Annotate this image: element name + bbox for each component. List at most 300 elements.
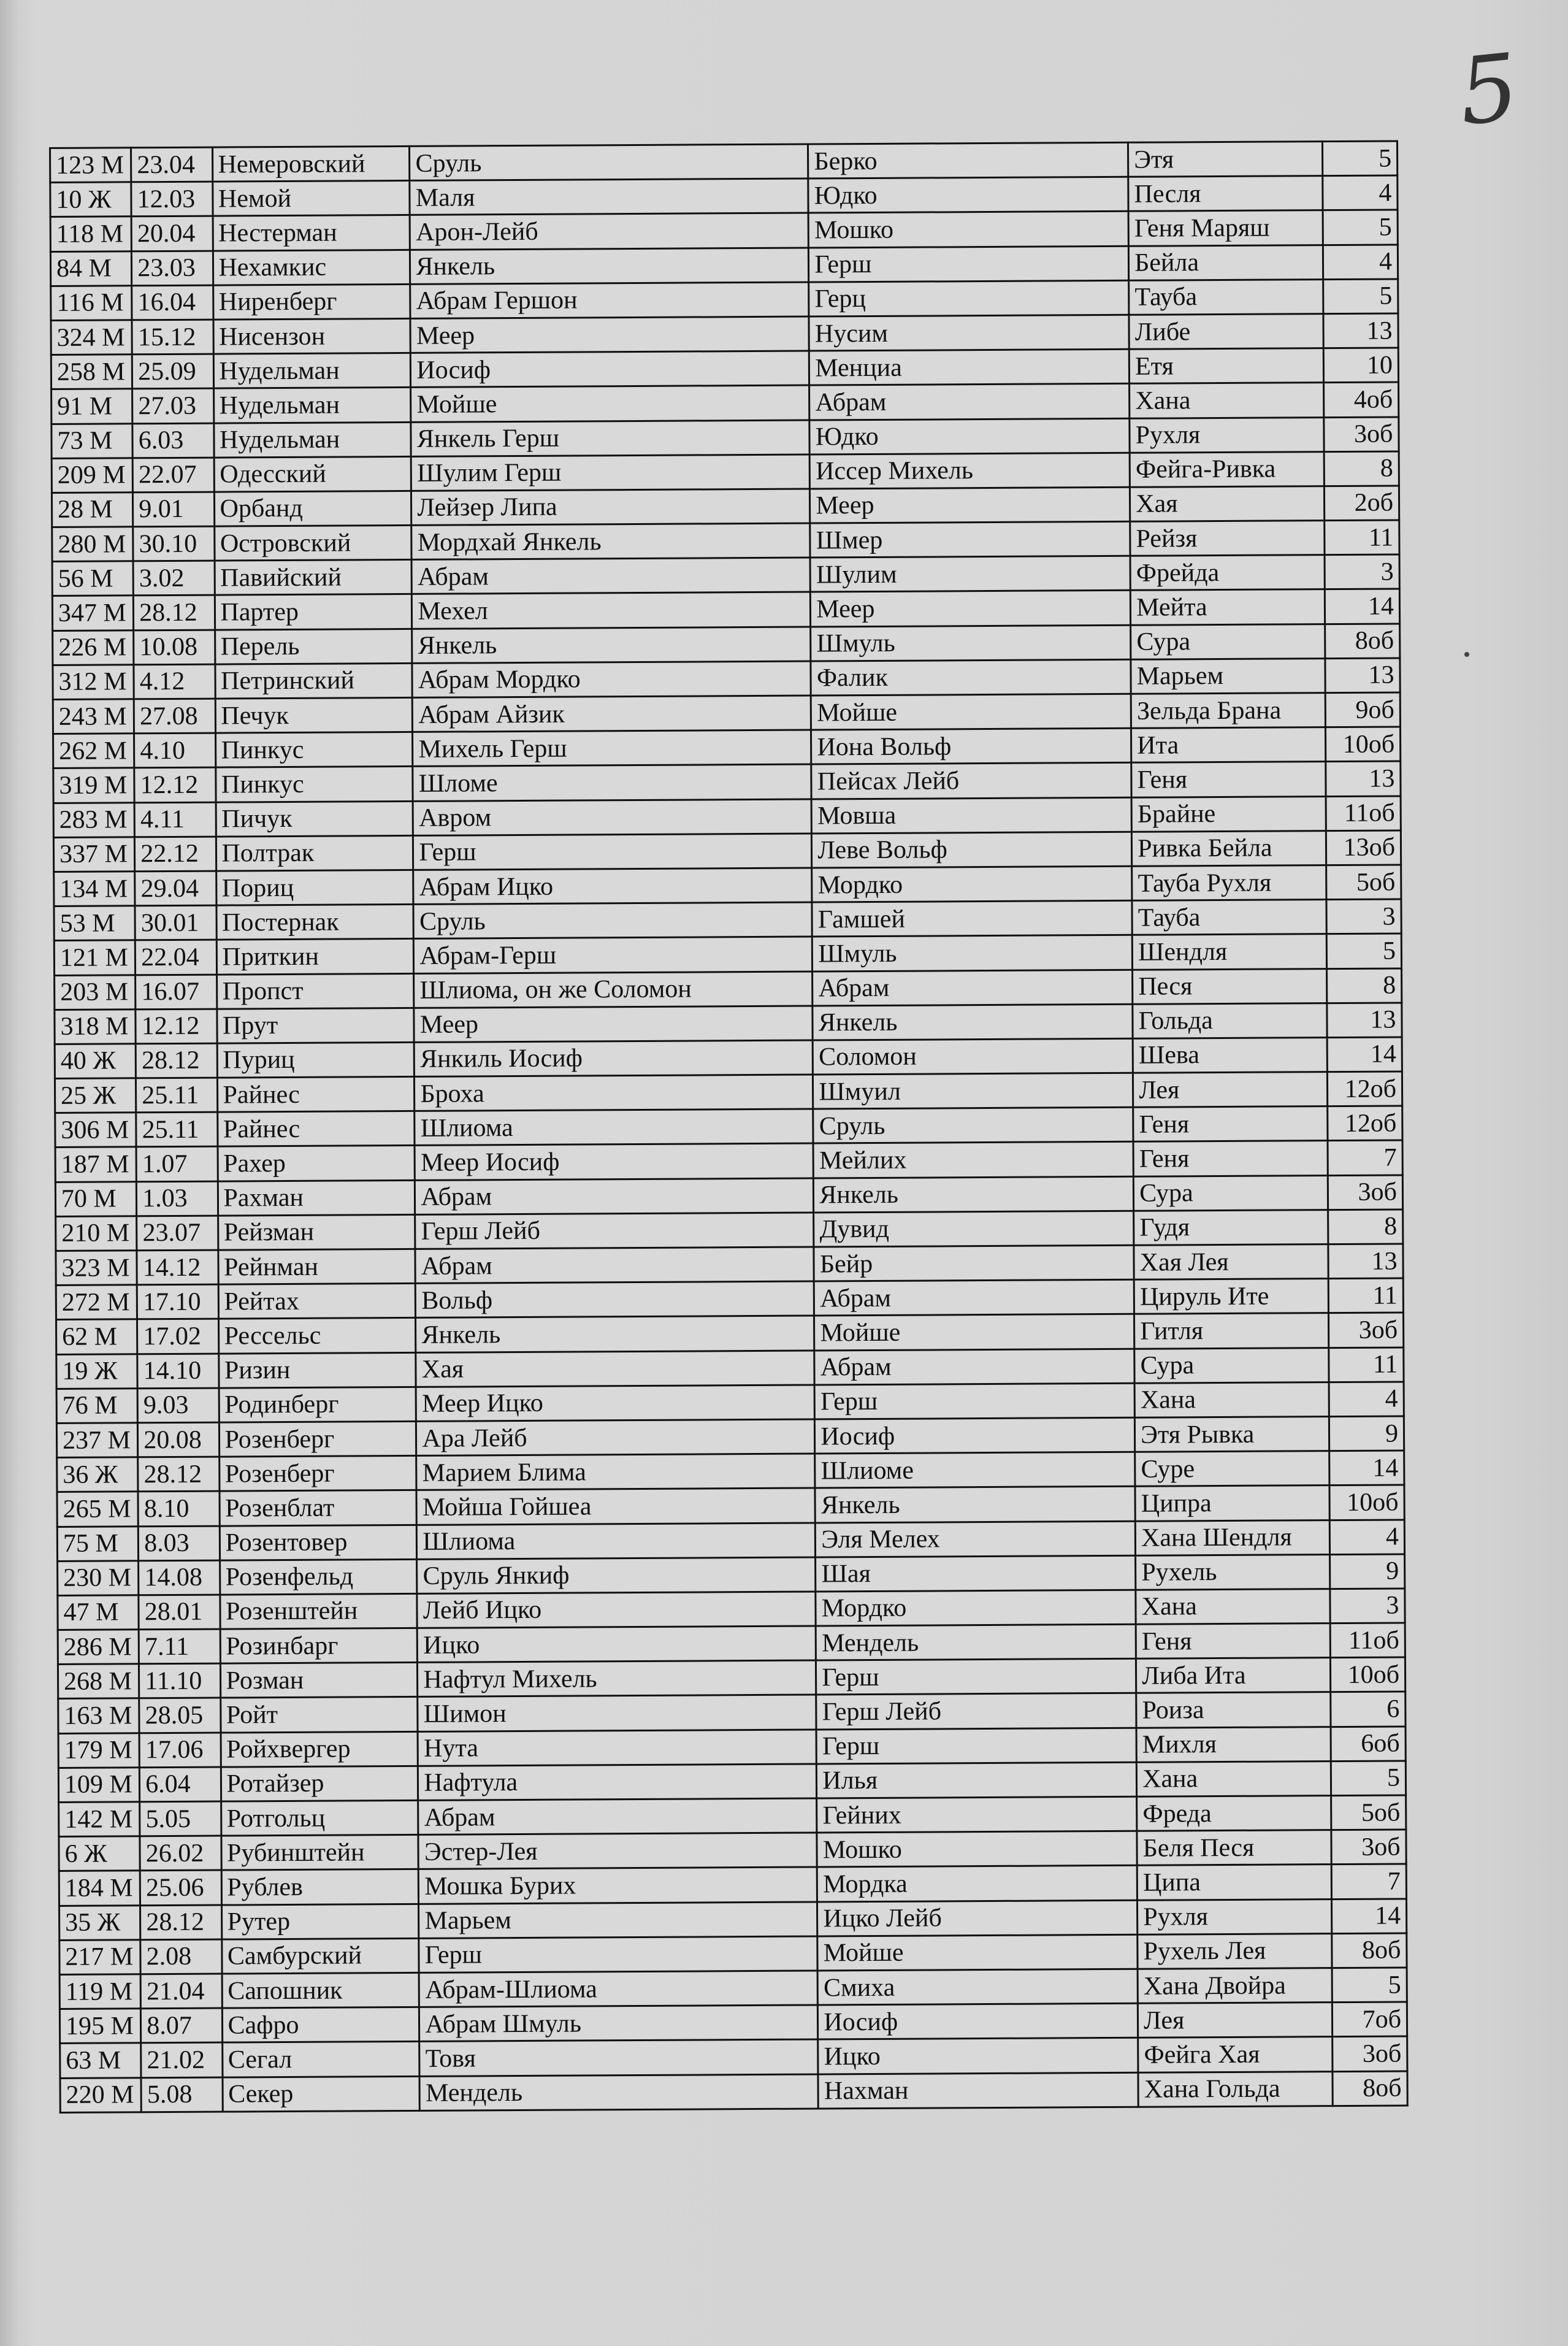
surname-cell: Приткин xyxy=(216,939,414,975)
surname-cell: Розенберг xyxy=(219,1421,416,1457)
folio-cell: 8 xyxy=(1324,451,1399,486)
surname-cell: Островский xyxy=(214,525,411,561)
folio-cell: 13об xyxy=(1326,830,1401,865)
folio-cell: 11об xyxy=(1326,796,1401,831)
surname-cell: Ротгольц xyxy=(221,1800,418,1836)
record-number-cell: 53 М xyxy=(54,906,136,941)
folio-cell: 5 xyxy=(1323,210,1398,245)
surname-cell: Нудельман xyxy=(213,422,411,458)
father-name-cell: Шулим xyxy=(810,556,1130,592)
record-number-cell: 337 М xyxy=(53,837,135,872)
given-name-cell: Абрам xyxy=(415,1247,814,1284)
surname-cell: Немой xyxy=(212,181,410,217)
record-number-cell: 142 М xyxy=(59,1802,140,1837)
date-cell: 23.03 xyxy=(132,251,213,286)
father-name-cell: Менциа xyxy=(809,349,1130,385)
father-name-cell: Шмер xyxy=(810,521,1130,558)
father-name-cell: Юдко xyxy=(808,177,1128,213)
given-name-cell: Меер Иосиф xyxy=(415,1143,813,1180)
record-number-cell: 73 М xyxy=(52,423,133,458)
mother-name-cell: Рухля xyxy=(1138,1899,1332,1934)
surname-cell: Пичук xyxy=(216,801,413,837)
father-name-cell: Мошко xyxy=(817,1831,1137,1867)
folio-cell: 4 xyxy=(1329,1382,1404,1417)
folio-cell: 11 xyxy=(1325,520,1399,555)
record-number-cell: 25 Ж xyxy=(55,1078,136,1113)
date-cell: 17.10 xyxy=(137,1284,218,1319)
father-name-cell: Мейлих xyxy=(813,1142,1133,1178)
father-name-cell: Илья xyxy=(817,1762,1137,1798)
folio-cell: 3об xyxy=(1331,1830,1406,1865)
mother-name-cell: Рухель Лея xyxy=(1138,1933,1332,1969)
date-cell: 28.12 xyxy=(134,596,215,631)
mother-name-cell: Песя xyxy=(1133,968,1327,1004)
date-cell: 25.06 xyxy=(140,1870,221,1905)
given-name-cell: Янкель xyxy=(412,627,811,664)
given-name-cell: Сруль xyxy=(410,144,808,181)
date-cell: 28.12 xyxy=(138,1457,220,1492)
surname-cell: Партер xyxy=(215,594,412,630)
surname-cell: Нехамкис xyxy=(213,250,410,285)
date-cell: 6.04 xyxy=(140,1767,221,1802)
given-name-cell: Абрам Айзик xyxy=(413,696,811,732)
father-name-cell: Нахман xyxy=(818,2072,1138,2109)
folio-cell: 4 xyxy=(1329,1519,1404,1554)
mother-name-cell: Рухель xyxy=(1136,1554,1330,1590)
father-name-cell: Нусим xyxy=(809,315,1129,351)
date-cell: 11.10 xyxy=(139,1663,221,1698)
mother-name-cell: Песля xyxy=(1128,176,1323,212)
record-number-cell: 47 М xyxy=(58,1595,139,1630)
given-name-cell: Арон-Лейб xyxy=(410,213,808,250)
folio-cell: 10об xyxy=(1330,1657,1405,1692)
given-name-cell: Янкель Герш xyxy=(411,420,809,457)
surname-cell: Печук xyxy=(215,697,413,733)
date-cell: 25.11 xyxy=(136,1078,218,1113)
given-name-cell: Броха xyxy=(415,1075,813,1111)
mother-name-cell: Хана xyxy=(1136,1589,1330,1624)
date-cell: 23.07 xyxy=(137,1216,218,1251)
folio-cell: 13 xyxy=(1326,761,1401,796)
date-cell: 22.12 xyxy=(135,837,216,872)
surname-cell: Родинберг xyxy=(219,1387,416,1422)
date-cell: 23.04 xyxy=(131,147,213,182)
surname-cell: Ниренберг xyxy=(213,284,410,320)
mother-name-cell: Бейла xyxy=(1129,245,1323,280)
date-cell: 4.12 xyxy=(134,664,215,699)
given-name-cell: Герш Лейб xyxy=(415,1213,814,1249)
father-name-cell: Гамшей xyxy=(812,900,1132,937)
record-number-cell: 70 М xyxy=(55,1181,137,1216)
mother-name-cell: Фейга Хая xyxy=(1138,2037,1333,2072)
folio-cell: 5об xyxy=(1326,865,1401,900)
date-cell: 16.04 xyxy=(132,285,213,320)
given-name-cell: Мойше xyxy=(411,385,809,422)
record-number-cell: 187 М xyxy=(55,1147,137,1182)
record-number-cell: 312 М xyxy=(53,665,134,700)
mother-name-cell: Либе xyxy=(1129,314,1323,350)
folio-cell: 6 xyxy=(1331,1692,1405,1727)
record-number-cell: 323 М xyxy=(56,1251,137,1286)
date-cell: 26.02 xyxy=(140,1836,221,1871)
date-cell: 27.03 xyxy=(132,388,214,423)
date-cell: 30.01 xyxy=(135,905,216,940)
given-name-cell: Мордхай Янкель xyxy=(411,523,810,560)
folio-cell: 8об xyxy=(1333,2071,1407,2106)
father-name-cell: Мовша xyxy=(811,797,1131,834)
mother-name-cell: Рухля xyxy=(1130,417,1324,453)
surname-cell: Рейзман xyxy=(218,1214,415,1250)
date-cell: 17.02 xyxy=(137,1319,219,1354)
folio-cell: 5 xyxy=(1332,1968,1407,2003)
date-cell: 14.12 xyxy=(137,1250,218,1285)
date-cell: 8.03 xyxy=(139,1526,220,1561)
mother-name-cell: Ита xyxy=(1131,727,1326,763)
date-cell: 28.01 xyxy=(139,1595,220,1630)
given-name-cell: Мехел xyxy=(412,592,811,629)
surname-cell: Райнес xyxy=(217,1076,415,1112)
folio-cell: 3об xyxy=(1324,416,1399,451)
mother-name-cell: Ципра xyxy=(1135,1485,1329,1521)
record-number-cell: 163 М xyxy=(58,1698,140,1733)
record-number-cell: 262 М xyxy=(53,734,135,769)
date-cell: 16.07 xyxy=(136,975,217,1010)
given-name-cell: Абрам-Герш xyxy=(414,937,813,973)
record-number-cell: 324 М xyxy=(51,320,132,355)
given-name-cell: Шлиома xyxy=(415,1109,813,1146)
record-number-cell: 306 М xyxy=(55,1113,137,1148)
father-name-cell: Меер xyxy=(811,591,1131,627)
given-name-cell: Абрам Гершон xyxy=(410,282,809,319)
given-name-cell: Янкель xyxy=(416,1316,814,1352)
date-cell: 9.03 xyxy=(137,1388,219,1423)
father-name-cell: Мендель xyxy=(816,1624,1136,1660)
given-name-cell: Нута xyxy=(418,1730,816,1766)
father-name-cell: Абрам xyxy=(814,1349,1134,1385)
given-name-cell: Меер xyxy=(410,316,809,353)
date-cell: 14.10 xyxy=(137,1354,219,1389)
father-name-cell: Мордка xyxy=(817,1866,1138,1902)
date-cell: 9.01 xyxy=(133,492,215,527)
given-name-cell: Герш xyxy=(413,834,812,870)
record-number-cell: 209 М xyxy=(52,458,133,493)
folio-cell: 4 xyxy=(1323,245,1398,280)
record-number-cell: 40 Ж xyxy=(55,1044,136,1079)
given-name-cell: Нафтула xyxy=(418,1764,817,1801)
folio-cell: 10об xyxy=(1325,727,1400,762)
father-name-cell: Мордко xyxy=(812,866,1132,902)
record-number-cell: 62 М xyxy=(56,1319,138,1354)
father-name-cell: Герш xyxy=(814,1383,1134,1419)
father-name-cell: Янкель xyxy=(813,1004,1133,1040)
father-name-cell: Ицко xyxy=(818,2038,1138,2074)
surname-cell: Павийский xyxy=(215,560,412,596)
record-number-cell: 179 М xyxy=(58,1733,140,1768)
mother-name-cell: Етя xyxy=(1129,348,1323,384)
date-cell: 21.04 xyxy=(140,1974,222,2009)
folio-cell: 8об xyxy=(1325,624,1400,659)
surname-cell: Пуриц xyxy=(217,1042,415,1078)
given-name-cell: Марьем xyxy=(419,1902,817,1939)
mother-name-cell: Гудя xyxy=(1134,1209,1328,1245)
father-name-cell: Герш xyxy=(809,246,1129,282)
folio-cell: 7об xyxy=(1332,2002,1407,2037)
given-name-cell: Шломе xyxy=(413,764,811,801)
folio-cell: 3 xyxy=(1330,1589,1405,1623)
mother-name-cell: Шендля xyxy=(1132,934,1326,970)
given-name-cell: Мойша Гойшеа xyxy=(416,1488,815,1525)
surname-cell: Немеровский xyxy=(212,146,410,182)
given-name-cell: Эстер-Лея xyxy=(418,1833,817,1869)
record-number-cell: 118 М xyxy=(50,217,132,251)
date-cell: 6.03 xyxy=(132,423,214,458)
date-cell: 25.09 xyxy=(132,354,214,389)
folio-cell: 4об xyxy=(1324,382,1399,417)
folio-cell: 5 xyxy=(1323,279,1398,314)
folio-cell: 9 xyxy=(1330,1554,1405,1589)
folio-cell: 12об xyxy=(1328,1106,1402,1141)
father-name-cell: Мойше xyxy=(811,694,1131,730)
mother-name-cell: Геня xyxy=(1136,1623,1330,1659)
father-name-cell: Бейр xyxy=(814,1245,1134,1281)
given-name-cell: Авром xyxy=(413,799,811,836)
date-cell: 28.05 xyxy=(139,1698,221,1733)
mother-name-cell: Гольда xyxy=(1133,1003,1327,1038)
given-name-cell: Лейзер Липа xyxy=(411,489,810,526)
mother-name-cell: Лея xyxy=(1133,1072,1328,1108)
record-number-cell: 217 М xyxy=(59,1940,141,1975)
mother-name-cell: Тауба xyxy=(1129,279,1323,315)
mother-name-cell: Хана Двойра xyxy=(1138,1968,1332,2004)
surname-cell: Розенблат xyxy=(219,1490,416,1526)
given-name-cell: Лейб Ицко xyxy=(417,1592,816,1628)
given-name-cell: Ара Лейб xyxy=(416,1419,815,1456)
father-name-cell: Шая xyxy=(816,1555,1136,1592)
mother-name-cell: Брайне xyxy=(1131,796,1326,832)
date-cell: 27.08 xyxy=(134,699,215,734)
record-number-cell: 35 Ж xyxy=(59,1905,141,1940)
surname-cell: Пинкус xyxy=(215,732,413,768)
surname-cell: Розман xyxy=(220,1663,418,1698)
mother-name-cell: Хана Гольда xyxy=(1138,2071,1333,2107)
mother-name-cell: Цируль Ите xyxy=(1134,1279,1328,1314)
surname-cell: Сапошник xyxy=(222,1972,419,2008)
father-name-cell: Шмуил xyxy=(813,1073,1133,1109)
given-name-cell: Меер Ицко xyxy=(416,1385,814,1422)
date-cell: 29.04 xyxy=(135,871,216,906)
mother-name-cell: Сура xyxy=(1131,624,1325,659)
mother-name-cell: Гитля xyxy=(1134,1313,1329,1349)
record-number-cell: 56 М xyxy=(52,561,134,596)
folio-cell: 14 xyxy=(1325,589,1399,624)
surname-cell: Нудельман xyxy=(213,388,411,423)
folio-cell: 13 xyxy=(1328,1244,1403,1279)
date-cell: 28.12 xyxy=(140,1905,222,1940)
given-name-cell: Абрам xyxy=(411,558,810,594)
record-number-cell: 119 М xyxy=(59,1974,141,2009)
record-number-cell: 76 М xyxy=(56,1389,138,1424)
surname-cell: Постернак xyxy=(216,905,413,940)
given-name-cell: Абрам Мордко xyxy=(412,661,811,698)
folio-cell: 14 xyxy=(1327,1037,1402,1072)
mother-name-cell: Геня Маряш xyxy=(1128,210,1323,246)
mother-name-cell: Зельда Брана xyxy=(1131,693,1325,729)
date-cell: 4.10 xyxy=(134,733,216,768)
father-name-cell: Шлиоме xyxy=(815,1452,1135,1488)
mother-name-cell: Ципа xyxy=(1137,1865,1331,1900)
father-name-cell: Абрам xyxy=(809,384,1130,420)
father-name-cell: Эля Мелех xyxy=(816,1521,1136,1557)
given-name-cell: Абрам xyxy=(418,1798,817,1835)
surname-cell: Райнес xyxy=(217,1111,415,1147)
surname-cell: Ризин xyxy=(218,1352,416,1388)
record-number-cell: 63 М xyxy=(60,2043,142,2078)
record-number-cell: 230 М xyxy=(58,1560,139,1595)
given-name-cell: Товя xyxy=(419,2039,818,2076)
given-name-cell: Янкиль Иосиф xyxy=(415,1040,813,1077)
given-name-cell: Михель Герш xyxy=(413,730,811,767)
father-name-cell: Берко xyxy=(808,142,1128,178)
mother-name-cell: Тауба Рухля xyxy=(1132,865,1326,901)
mother-name-cell: Шева xyxy=(1133,1037,1327,1073)
date-cell: 8.10 xyxy=(138,1491,220,1526)
given-name-cell: Шулим Герш xyxy=(411,454,810,491)
father-name-cell: Мойше xyxy=(817,1934,1138,1971)
register-rows xyxy=(50,141,1408,2112)
folio-cell: 14 xyxy=(1329,1451,1404,1485)
father-name-cell: Ицко Лейб xyxy=(817,1900,1138,1936)
mother-name-cell: Геня xyxy=(1133,1141,1328,1176)
surname-cell: Рейтах xyxy=(218,1284,416,1319)
surname-cell: Одесский xyxy=(214,456,411,492)
surname-cell: Нисензон xyxy=(213,318,410,354)
record-number-cell: 116 М xyxy=(51,286,132,321)
given-name-cell: Шлиома xyxy=(417,1522,816,1559)
surname-cell: Розентовер xyxy=(220,1525,417,1560)
folio-cell: 3об xyxy=(1333,2036,1407,2071)
mother-name-cell: Фреда xyxy=(1137,1796,1331,1831)
father-name-cell: Мошко xyxy=(808,212,1128,248)
folio-cell: 11об xyxy=(1330,1623,1405,1658)
date-cell: 20.04 xyxy=(131,216,213,251)
mother-name-cell: Лея xyxy=(1138,2003,1333,2038)
surname-cell: Орбанд xyxy=(214,491,411,526)
mother-name-cell: Хая Лея xyxy=(1134,1244,1328,1280)
record-number-cell: 121 М xyxy=(54,940,136,975)
folio-cell: 8 xyxy=(1327,968,1402,1003)
record-number-cell: 19 Ж xyxy=(56,1354,138,1389)
father-name-cell: Иона Вольф xyxy=(811,728,1131,764)
date-cell: 17.06 xyxy=(139,1733,221,1768)
father-name-cell: Гейних xyxy=(817,1796,1137,1833)
given-name-cell: Сруль Янкиф xyxy=(417,1557,816,1594)
date-cell: 1.07 xyxy=(136,1147,218,1182)
date-cell: 12.03 xyxy=(131,182,213,217)
given-name-cell: Маля xyxy=(410,178,808,215)
given-name-cell: Шлиома, он же Соломон xyxy=(414,972,813,1008)
father-name-cell: Абрам xyxy=(813,970,1133,1006)
surname-cell: Розенберг xyxy=(219,1456,416,1492)
father-name-cell: Пейсах Лейб xyxy=(811,763,1131,799)
record-number-cell: 134 М xyxy=(54,872,136,907)
ink-speck xyxy=(1464,652,1469,657)
given-name-cell: Иосиф xyxy=(411,351,809,388)
record-number-cell: 195 М xyxy=(59,2009,141,2044)
folio-cell: 11 xyxy=(1328,1278,1403,1313)
mother-name-cell: Фрейда xyxy=(1130,555,1325,591)
surname-cell: Рахер xyxy=(218,1146,415,1181)
surname-cell: Рахман xyxy=(218,1180,415,1216)
mother-name-cell: Этя Рывка xyxy=(1135,1417,1329,1452)
surname-cell: Ройхвергер xyxy=(221,1731,418,1767)
date-cell: 25.11 xyxy=(136,1112,218,1147)
father-name-cell: Янкель xyxy=(814,1176,1134,1213)
date-cell: 8.07 xyxy=(141,2008,223,2043)
given-name-cell: Герш xyxy=(419,1936,817,1973)
given-name-cell: Марием Блима xyxy=(416,1454,815,1490)
mother-name-cell: Роиза xyxy=(1136,1692,1331,1728)
mother-name-cell: Хая xyxy=(1130,486,1325,521)
date-cell: 4.11 xyxy=(134,802,216,837)
father-name-cell: Юдко xyxy=(809,418,1130,454)
surname-cell: Рессельс xyxy=(218,1318,416,1354)
record-number-cell: 283 М xyxy=(53,802,135,837)
record-number-cell: 75 М xyxy=(57,1526,139,1561)
page-number: 5 xyxy=(1454,34,1524,147)
given-name-cell: Абрам xyxy=(415,1178,814,1215)
father-name-cell: Иосиф xyxy=(815,1417,1135,1454)
given-name-cell: Абрам Ицко xyxy=(413,868,812,905)
surname-cell: Розенфельд xyxy=(220,1559,417,1595)
date-cell: 12.12 xyxy=(134,767,216,802)
surname-cell: Рейнман xyxy=(218,1249,415,1284)
folio-cell: 3 xyxy=(1325,554,1399,589)
surname-cell: Прут xyxy=(216,1008,414,1043)
mother-name-cell: Либа Ита xyxy=(1136,1658,1331,1693)
record-number-cell: 91 М xyxy=(52,389,133,424)
record-number-cell: 84 М xyxy=(50,251,132,286)
surname-cell: Нудельман xyxy=(213,353,411,389)
father-name-cell: Иссер Михель xyxy=(810,453,1130,489)
folio-cell: 3 xyxy=(1326,899,1401,934)
father-name-cell: Меер xyxy=(810,487,1130,523)
father-name-cell: Смиха xyxy=(817,1969,1138,2005)
given-name-cell: Сруль xyxy=(413,902,812,939)
surname-cell: Ротайзер xyxy=(221,1766,418,1801)
father-name-cell: Герц xyxy=(809,280,1129,316)
mother-name-cell: Рейзя xyxy=(1130,521,1325,556)
father-name-cell: Мойше xyxy=(814,1314,1134,1351)
surname-cell: Рутер xyxy=(221,1904,419,1939)
record-number-cell: 28 М xyxy=(52,493,133,527)
surname-cell: Перель xyxy=(215,629,412,664)
folio-cell: 6об xyxy=(1331,1727,1405,1761)
folio-cell: 12об xyxy=(1327,1071,1402,1106)
mother-name-cell: Хана xyxy=(1136,1761,1331,1796)
date-cell: 21.02 xyxy=(141,2042,223,2077)
date-cell: 3.02 xyxy=(133,561,215,596)
date-cell: 5.08 xyxy=(141,2077,223,2112)
date-cell: 15.12 xyxy=(132,320,213,355)
record-number-cell: 184 М xyxy=(59,1871,140,1906)
folio-cell: 7 xyxy=(1328,1140,1402,1175)
surname-cell: Сегал xyxy=(222,2042,419,2077)
record-number-cell: 265 М xyxy=(57,1492,139,1527)
mother-name-cell: Беля Песя xyxy=(1137,1830,1331,1866)
date-cell: 20.08 xyxy=(138,1422,220,1457)
given-name-cell: Абрам-Шлиома xyxy=(419,1971,817,2007)
date-cell: 2.08 xyxy=(140,1939,222,1974)
